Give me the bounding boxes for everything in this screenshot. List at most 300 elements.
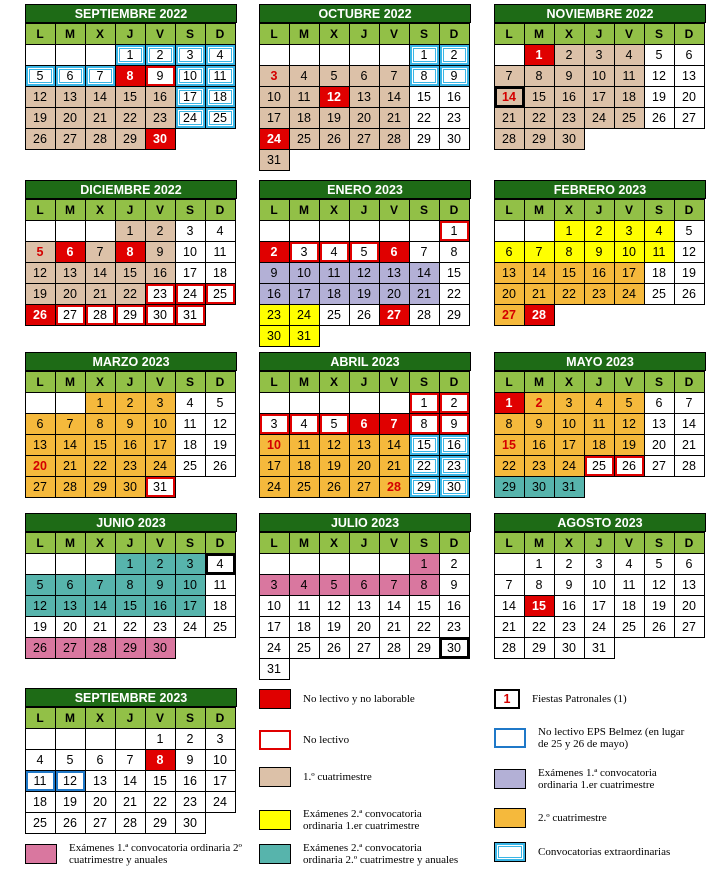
- day-cell: 12: [205, 413, 236, 435]
- day-cell: 19: [644, 595, 675, 617]
- month-grid: [494, 371, 704, 497]
- day-cell: 27: [55, 637, 86, 659]
- weekday-header: S: [175, 707, 206, 729]
- day-cell: 4: [289, 65, 320, 87]
- weekday-header: L: [25, 199, 56, 221]
- day-cell: 6: [25, 413, 56, 435]
- weekday-header: D: [205, 23, 236, 45]
- empty-cell: [25, 553, 56, 575]
- weekday-header: X: [319, 199, 350, 221]
- day-cell: 29: [115, 128, 146, 150]
- weekday-header: J: [115, 532, 146, 554]
- day-cell: 29: [85, 476, 116, 498]
- day-cell: 18: [289, 107, 320, 129]
- day-cell: 2: [145, 553, 176, 575]
- weekday-header: L: [25, 371, 56, 393]
- day-cell: 18: [205, 86, 236, 108]
- day-cell: 13: [55, 595, 86, 617]
- day-cell: 21: [674, 434, 705, 456]
- day-cell: 26: [25, 637, 56, 659]
- month-grid: [494, 23, 704, 149]
- weekday-header: S: [644, 199, 675, 221]
- month-grid: [259, 199, 469, 346]
- day-cell: 10: [554, 413, 585, 435]
- day-cell: 5: [349, 241, 380, 263]
- day-cell: 1: [409, 44, 440, 66]
- day-cell: 1: [409, 392, 440, 414]
- day-cell: 23: [115, 455, 146, 477]
- day-cell: 30: [145, 128, 176, 150]
- weekday-header: L: [25, 532, 56, 554]
- day-cell: 1: [145, 728, 176, 750]
- weekday-header: D: [439, 23, 470, 45]
- weekday-header: M: [524, 532, 555, 554]
- day-cell: 22: [115, 283, 146, 305]
- day-cell: 11: [205, 65, 236, 87]
- empty-cell: [289, 220, 320, 242]
- weekday-header: L: [25, 23, 56, 45]
- day-cell: 29: [409, 128, 440, 150]
- weekday-header: V: [614, 532, 645, 554]
- day-cell: 12: [25, 595, 56, 617]
- weekday-header: J: [115, 371, 146, 393]
- day-cell: 25: [319, 304, 350, 326]
- day-cell: 11: [319, 262, 350, 284]
- weekday-header: M: [55, 199, 86, 221]
- empty-cell: [349, 392, 380, 414]
- day-cell: 21: [379, 455, 410, 477]
- legend-label: Convocatorias extraordinarias: [538, 846, 671, 858]
- weekday-header: J: [584, 23, 615, 45]
- day-cell: 27: [674, 616, 705, 638]
- day-cell: 26: [644, 616, 675, 638]
- day-cell: 24: [175, 616, 206, 638]
- day-cell: 12: [614, 413, 645, 435]
- empty-cell: [289, 392, 320, 414]
- day-cell: 15: [409, 86, 440, 108]
- weekday-header: L: [25, 707, 56, 729]
- day-cell: 24: [614, 283, 645, 305]
- day-cell: 11: [289, 86, 320, 108]
- day-cell: 5: [644, 553, 675, 575]
- day-cell: 8: [494, 413, 525, 435]
- month-calendar: [259, 4, 471, 170]
- day-cell: 10: [205, 749, 236, 771]
- day-cell: 26: [349, 304, 380, 326]
- day-cell: 25: [25, 812, 56, 834]
- day-cell: 7: [379, 65, 410, 87]
- day-cell: 8: [524, 65, 555, 87]
- weekday-header: S: [644, 532, 675, 554]
- day-cell: 5: [25, 574, 56, 596]
- day-cell: 19: [319, 107, 350, 129]
- day-cell: 17: [205, 770, 236, 792]
- day-cell: 28: [409, 304, 440, 326]
- empty-cell: [55, 392, 86, 414]
- day-cell: 11: [644, 241, 675, 263]
- day-cell: 17: [175, 595, 206, 617]
- day-cell: 7: [409, 241, 440, 263]
- day-cell: 7: [494, 65, 525, 87]
- empty-cell: [319, 392, 350, 414]
- weekday-header: J: [349, 371, 380, 393]
- day-cell: 30: [439, 637, 470, 659]
- day-cell: 27: [644, 455, 675, 477]
- day-cell: 5: [319, 65, 350, 87]
- day-cell: 17: [554, 434, 585, 456]
- day-cell: 17: [175, 262, 206, 284]
- day-cell: 16: [145, 595, 176, 617]
- day-cell: 21: [115, 791, 146, 813]
- day-cell: 21: [55, 455, 86, 477]
- month-grid: [494, 199, 704, 325]
- day-cell: 15: [439, 262, 470, 284]
- day-cell: 2: [439, 392, 470, 414]
- weekday-header: L: [494, 199, 525, 221]
- empty-cell: [259, 220, 290, 242]
- day-cell: 9: [145, 65, 176, 87]
- day-cell: 8: [145, 749, 176, 771]
- weekday-header: D: [205, 532, 236, 554]
- month-calendar: [494, 180, 706, 325]
- legend-label: Exámenes 1.ª convocatoria ordinaria 2º cuatrimestre y anuales: [69, 842, 242, 866]
- day-cell: 25: [644, 283, 675, 305]
- legend-label: Exámenes 2.ª convocatoria ordinaria 1.er cuatrimestre: [303, 808, 422, 832]
- day-cell: 11: [205, 241, 236, 263]
- month-title: NOVIEMBRE 2022: [494, 4, 706, 23]
- day-cell: 24: [584, 616, 615, 638]
- day-cell: 11: [614, 65, 645, 87]
- day-cell: 1: [85, 392, 116, 414]
- day-cell: 28: [524, 304, 555, 326]
- day-cell: 18: [644, 262, 675, 284]
- day-cell: 6: [379, 241, 410, 263]
- day-cell: 19: [319, 616, 350, 638]
- day-cell: 9: [524, 413, 555, 435]
- day-cell: 20: [25, 455, 56, 477]
- empty-cell: [25, 44, 56, 66]
- day-cell: 18: [205, 595, 236, 617]
- day-cell: 31: [259, 149, 290, 171]
- day-cell: 7: [85, 241, 116, 263]
- day-cell: 24: [259, 476, 290, 498]
- empty-cell: [409, 220, 440, 242]
- day-cell: 7: [379, 413, 410, 435]
- day-cell: 14: [379, 86, 410, 108]
- day-cell: 19: [614, 434, 645, 456]
- weekday-header: L: [259, 371, 290, 393]
- day-cell: 23: [439, 616, 470, 638]
- empty-cell: [289, 553, 320, 575]
- day-cell: 15: [409, 595, 440, 617]
- empty-cell: [55, 220, 86, 242]
- day-cell: 5: [644, 44, 675, 66]
- day-cell: 17: [259, 107, 290, 129]
- day-cell: 13: [55, 86, 86, 108]
- day-cell: 2: [439, 44, 470, 66]
- day-cell: 6: [674, 553, 705, 575]
- day-cell: 23: [145, 107, 176, 129]
- day-cell: 2: [524, 392, 555, 414]
- day-cell: 30: [439, 128, 470, 150]
- day-cell: 26: [319, 128, 350, 150]
- day-cell: 12: [319, 434, 350, 456]
- day-cell: 25: [584, 455, 615, 477]
- day-cell: 22: [524, 107, 555, 129]
- day-cell: 4: [289, 574, 320, 596]
- weekday-header: X: [85, 23, 116, 45]
- weekday-header: S: [175, 371, 206, 393]
- day-cell: 31: [145, 476, 176, 498]
- day-cell: 29: [494, 476, 525, 498]
- legend-swatch: [259, 844, 291, 864]
- empty-cell: [55, 553, 86, 575]
- legend-label: No lectivo: [303, 734, 350, 746]
- month-calendar: [25, 513, 237, 658]
- day-cell: 17: [259, 616, 290, 638]
- day-cell: 13: [25, 434, 56, 456]
- day-cell: 27: [379, 304, 410, 326]
- day-cell: 1: [524, 44, 555, 66]
- day-cell: 16: [439, 434, 470, 456]
- day-cell: 7: [55, 413, 86, 435]
- month-calendar: [25, 352, 237, 497]
- day-cell: 19: [205, 434, 236, 456]
- month-grid: [25, 23, 235, 149]
- weekday-header: V: [145, 532, 176, 554]
- day-cell: 26: [674, 283, 705, 305]
- weekday-header: D: [205, 371, 236, 393]
- day-cell: 10: [584, 574, 615, 596]
- weekday-header: V: [614, 23, 645, 45]
- empty-cell: [259, 553, 290, 575]
- weekday-header: S: [409, 199, 440, 221]
- empty-cell: [379, 392, 410, 414]
- day-cell: 27: [55, 128, 86, 150]
- day-cell: 29: [409, 637, 440, 659]
- day-cell: 4: [289, 413, 320, 435]
- empty-cell: [55, 44, 86, 66]
- weekday-header: D: [674, 371, 705, 393]
- day-cell: 27: [674, 107, 705, 129]
- empty-cell: [349, 220, 380, 242]
- legend-item: [494, 767, 694, 791]
- month-grid: [259, 23, 469, 170]
- day-cell: 31: [175, 304, 206, 326]
- empty-cell: [319, 553, 350, 575]
- day-cell: 18: [614, 86, 645, 108]
- month-calendar: [259, 352, 471, 497]
- legend-swatch: [259, 810, 291, 830]
- weekday-header: X: [554, 23, 585, 45]
- day-cell: 26: [319, 476, 350, 498]
- legend-item: [25, 842, 255, 866]
- day-cell: 25: [175, 455, 206, 477]
- empty-cell: [115, 728, 146, 750]
- day-cell: 6: [55, 574, 86, 596]
- day-cell: 22: [524, 616, 555, 638]
- day-cell: 7: [524, 241, 555, 263]
- weekday-header: V: [145, 371, 176, 393]
- day-cell: 16: [115, 434, 146, 456]
- day-cell: 1: [554, 220, 585, 242]
- month-grid: [25, 532, 235, 658]
- weekday-header: D: [674, 199, 705, 221]
- day-cell: 3: [584, 44, 615, 66]
- day-cell: 19: [349, 283, 380, 305]
- day-cell: 8: [115, 574, 146, 596]
- day-cell: 15: [524, 86, 555, 108]
- day-cell: 8: [554, 241, 585, 263]
- day-cell: 17: [289, 283, 320, 305]
- day-cell: 14: [494, 86, 525, 108]
- day-cell: 9: [175, 749, 206, 771]
- day-cell: 27: [494, 304, 525, 326]
- day-cell: 16: [554, 86, 585, 108]
- day-cell: 5: [614, 392, 645, 414]
- month-title: MAYO 2023: [494, 352, 706, 371]
- day-cell: 12: [25, 262, 56, 284]
- legend-item: [259, 730, 464, 750]
- legend-swatch: [494, 842, 526, 862]
- day-cell: 28: [494, 128, 525, 150]
- day-cell: 11: [205, 574, 236, 596]
- day-cell: 11: [614, 574, 645, 596]
- day-cell: 21: [409, 283, 440, 305]
- day-cell: 2: [554, 553, 585, 575]
- day-cell: 21: [494, 107, 525, 129]
- day-cell: 4: [205, 553, 236, 575]
- day-cell: 16: [439, 595, 470, 617]
- day-cell: 2: [145, 220, 176, 242]
- day-cell: 29: [524, 128, 555, 150]
- day-cell: 22: [554, 283, 585, 305]
- day-cell: 28: [85, 128, 116, 150]
- day-cell: 7: [85, 574, 116, 596]
- day-cell: 16: [584, 262, 615, 284]
- empty-cell: [259, 392, 290, 414]
- weekday-header: M: [55, 371, 86, 393]
- day-cell: 28: [115, 812, 146, 834]
- day-cell: 23: [439, 107, 470, 129]
- day-cell: 18: [289, 616, 320, 638]
- day-cell: 30: [145, 304, 176, 326]
- month-title: SEPTIEMBRE 2022: [25, 4, 237, 23]
- day-cell: 6: [494, 241, 525, 263]
- day-cell: 2: [145, 44, 176, 66]
- day-cell: 25: [205, 283, 236, 305]
- weekday-header: M: [55, 23, 86, 45]
- day-cell: 10: [259, 434, 290, 456]
- legend-item: [494, 808, 694, 828]
- legend-swatch: 1: [494, 689, 520, 709]
- day-cell: 1: [115, 553, 146, 575]
- day-cell: 10: [175, 241, 206, 263]
- day-cell: 13: [644, 413, 675, 435]
- weekday-header: X: [554, 199, 585, 221]
- day-cell: 22: [85, 455, 116, 477]
- weekday-header: J: [349, 23, 380, 45]
- weekday-header: J: [115, 199, 146, 221]
- day-cell: 16: [554, 595, 585, 617]
- weekday-header: D: [674, 23, 705, 45]
- month-calendar: [494, 4, 706, 149]
- day-cell: 8: [409, 65, 440, 87]
- empty-cell: [25, 728, 56, 750]
- day-cell: 1: [439, 220, 470, 242]
- day-cell: 14: [85, 262, 116, 284]
- day-cell: 9: [554, 574, 585, 596]
- weekday-header: V: [379, 23, 410, 45]
- day-cell: 19: [644, 86, 675, 108]
- day-cell: 13: [494, 262, 525, 284]
- day-cell: 12: [644, 65, 675, 87]
- day-cell: 15: [409, 434, 440, 456]
- day-cell: 28: [379, 128, 410, 150]
- day-cell: 18: [25, 791, 56, 813]
- day-cell: 9: [115, 413, 146, 435]
- day-cell: 11: [175, 413, 206, 435]
- legend-label: Exámenes 2.ª convocatoria ordinaria 2.º cuatrimestre y anuales: [303, 842, 459, 866]
- day-cell: 2: [175, 728, 206, 750]
- month-title: AGOSTO 2023: [494, 513, 706, 532]
- weekday-header: M: [524, 23, 555, 45]
- day-cell: 17: [584, 86, 615, 108]
- day-cell: 19: [319, 455, 350, 477]
- day-cell: 20: [55, 283, 86, 305]
- day-cell: 21: [524, 283, 555, 305]
- weekday-header: J: [349, 532, 380, 554]
- month-title: ENERO 2023: [259, 180, 471, 199]
- weekday-header: L: [259, 532, 290, 554]
- day-cell: 5: [319, 413, 350, 435]
- day-cell: 19: [55, 791, 86, 813]
- day-cell: 17: [145, 434, 176, 456]
- day-cell: 5: [25, 241, 56, 263]
- day-cell: 30: [554, 128, 585, 150]
- day-cell: 18: [175, 434, 206, 456]
- day-cell: 20: [644, 434, 675, 456]
- day-cell: 4: [319, 241, 350, 263]
- day-cell: 30: [145, 637, 176, 659]
- day-cell: 5: [674, 220, 705, 242]
- weekday-header: S: [644, 371, 675, 393]
- month-title: SEPTIEMBRE 2023: [25, 688, 237, 707]
- empty-cell: [25, 220, 56, 242]
- empty-cell: [259, 44, 290, 66]
- day-cell: 15: [85, 434, 116, 456]
- legend-item: [494, 842, 694, 862]
- empty-cell: [319, 220, 350, 242]
- weekday-header: V: [614, 199, 645, 221]
- day-cell: 16: [439, 86, 470, 108]
- day-cell: 13: [349, 434, 380, 456]
- legend-swatch: [259, 767, 291, 787]
- day-cell: 11: [584, 413, 615, 435]
- weekday-header: X: [319, 532, 350, 554]
- day-cell: 6: [674, 44, 705, 66]
- day-cell: 26: [644, 107, 675, 129]
- day-cell: 10: [289, 262, 320, 284]
- day-cell: 7: [85, 65, 116, 87]
- empty-cell: [319, 44, 350, 66]
- day-cell: 22: [409, 616, 440, 638]
- weekday-header: L: [494, 371, 525, 393]
- day-cell: 22: [494, 455, 525, 477]
- month-title: OCTUBRE 2022: [259, 4, 471, 23]
- day-cell: 8: [524, 574, 555, 596]
- weekday-header: M: [289, 532, 320, 554]
